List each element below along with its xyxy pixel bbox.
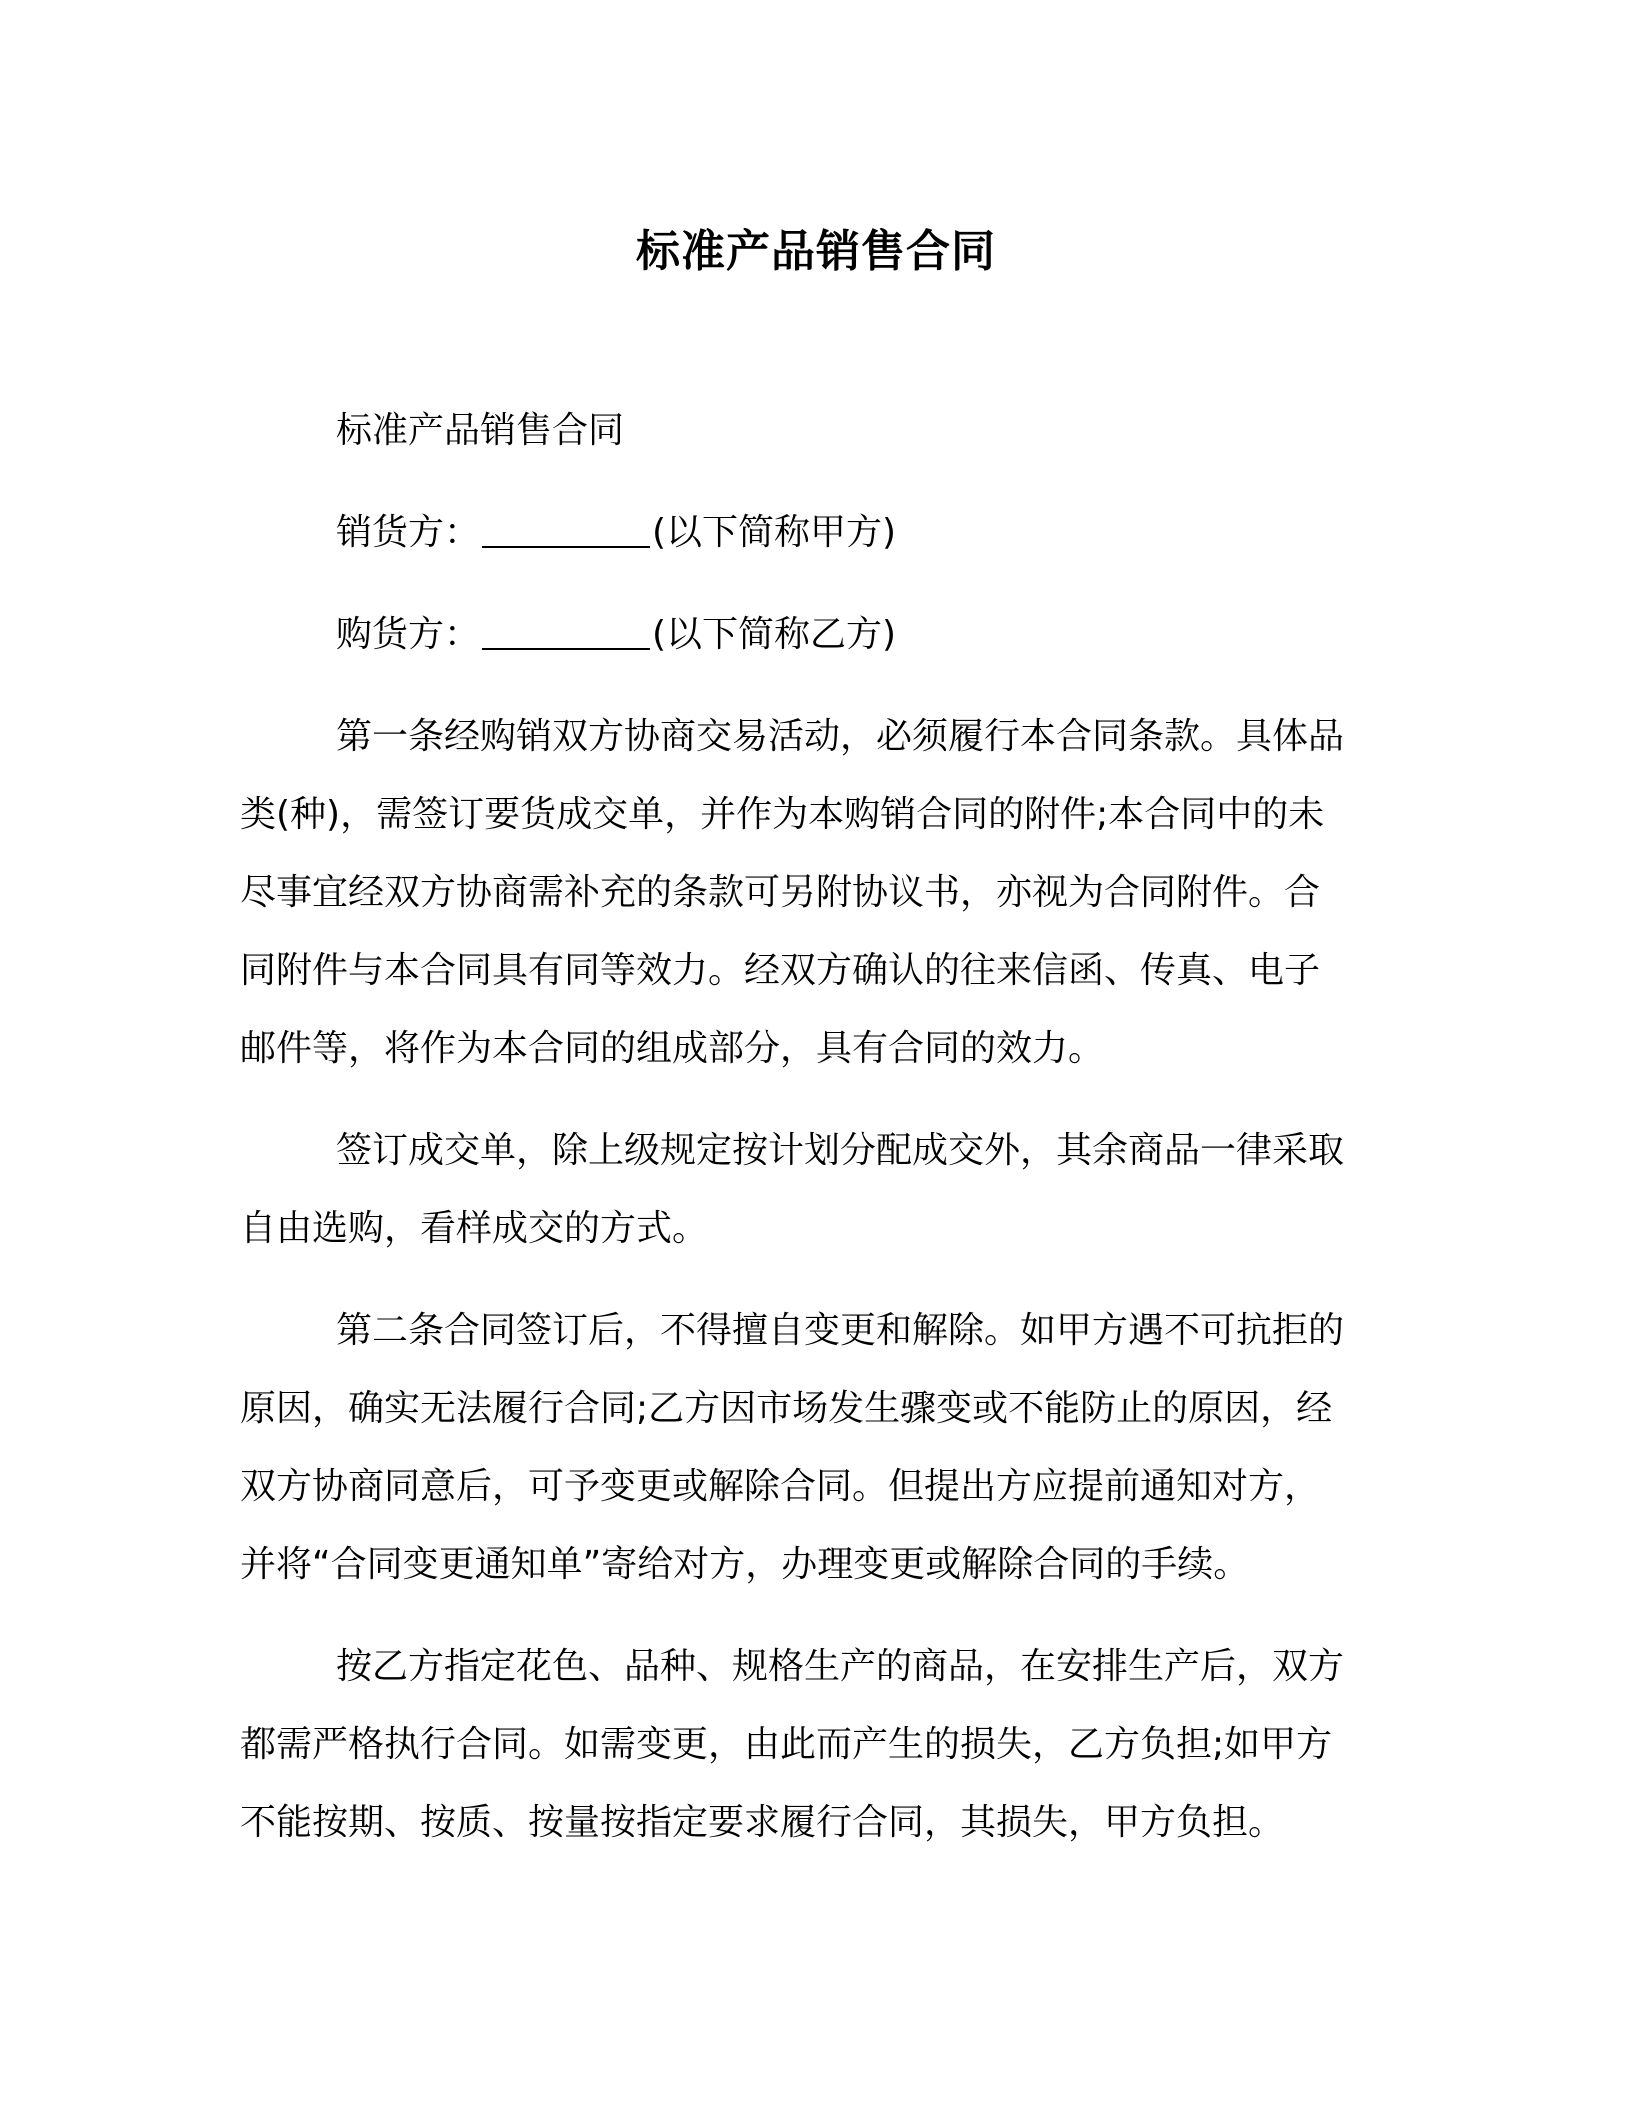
paragraph-line: 原因，确实无法履行合同;乙方因市场发生骤变或不能防止的原因，经	[240, 1388, 1333, 1429]
paragraph-line: 双方协商同意后，可予变更或解除合同。但提出方应提前通知对方，	[240, 1466, 1321, 1507]
paragraph-line: 都需严格执行合同。如需变更，由此而产生的损失，乙方负担;如甲方	[240, 1724, 1333, 1765]
paragraph-line: 按乙方指定花色、品种、规格生产的商品，在安排生产后，双方	[336, 1646, 1345, 1687]
document-body	[240, 392, 1380, 1862]
paragraph-line: 同附件与本合同具有同等效力。经双方确认的往来信函、传真、电子	[240, 950, 1321, 991]
buyer-line	[240, 596, 1380, 674]
paragraph-specified-goods	[240, 1628, 1380, 1862]
paragraph-article-2	[240, 1292, 1380, 1604]
paragraph-line: 类(种)，需签订要货成交单，并作为本购销合同的附件;本合同中的未	[240, 794, 1325, 835]
buyer-blank	[482, 618, 650, 650]
seller-suffix: (以下简称甲方)	[652, 512, 897, 553]
paragraph-article-1	[240, 698, 1380, 1088]
subtitle-line: 标准产品销售合同	[336, 410, 625, 451]
seller-label: 销货方：	[336, 512, 481, 553]
paragraph-line: 签订成交单，除上级规定按计划分配成交外，其余商品一律采取	[336, 1130, 1345, 1171]
document-title: 标准产品销售合同	[636, 226, 996, 277]
paragraph-line: 尽事宜经双方协商需补充的条款可另附协议书，亦视为合同附件。合	[240, 872, 1321, 913]
paragraph-line: 自由选购，看样成交的方式。	[240, 1208, 709, 1249]
buyer-label: 购货方：	[336, 614, 481, 655]
paragraph-line: 第二条合同签订后，不得擅自变更和解除。如甲方遇不可抗拒的	[336, 1310, 1345, 1351]
paragraph-line: 邮件等，将作为本合同的组成部分，具有合同的效力。	[240, 1028, 1105, 1069]
paragraph-line: 不能按期、按质、按量按指定要求履行合同，其损失，甲方负担。	[240, 1802, 1285, 1843]
buyer-suffix: (以下简称乙方)	[652, 614, 897, 655]
paragraph-order-form	[240, 1112, 1380, 1268]
paragraph-line: 并将“合同变更通知单”寄给对方，办理变更或解除合同的手续。	[240, 1544, 1250, 1585]
paragraph-line: 第一条经购销双方协商交易活动，必须履行本合同条款。具体品	[336, 716, 1345, 757]
seller-line	[240, 494, 1380, 572]
seller-blank	[482, 516, 650, 548]
